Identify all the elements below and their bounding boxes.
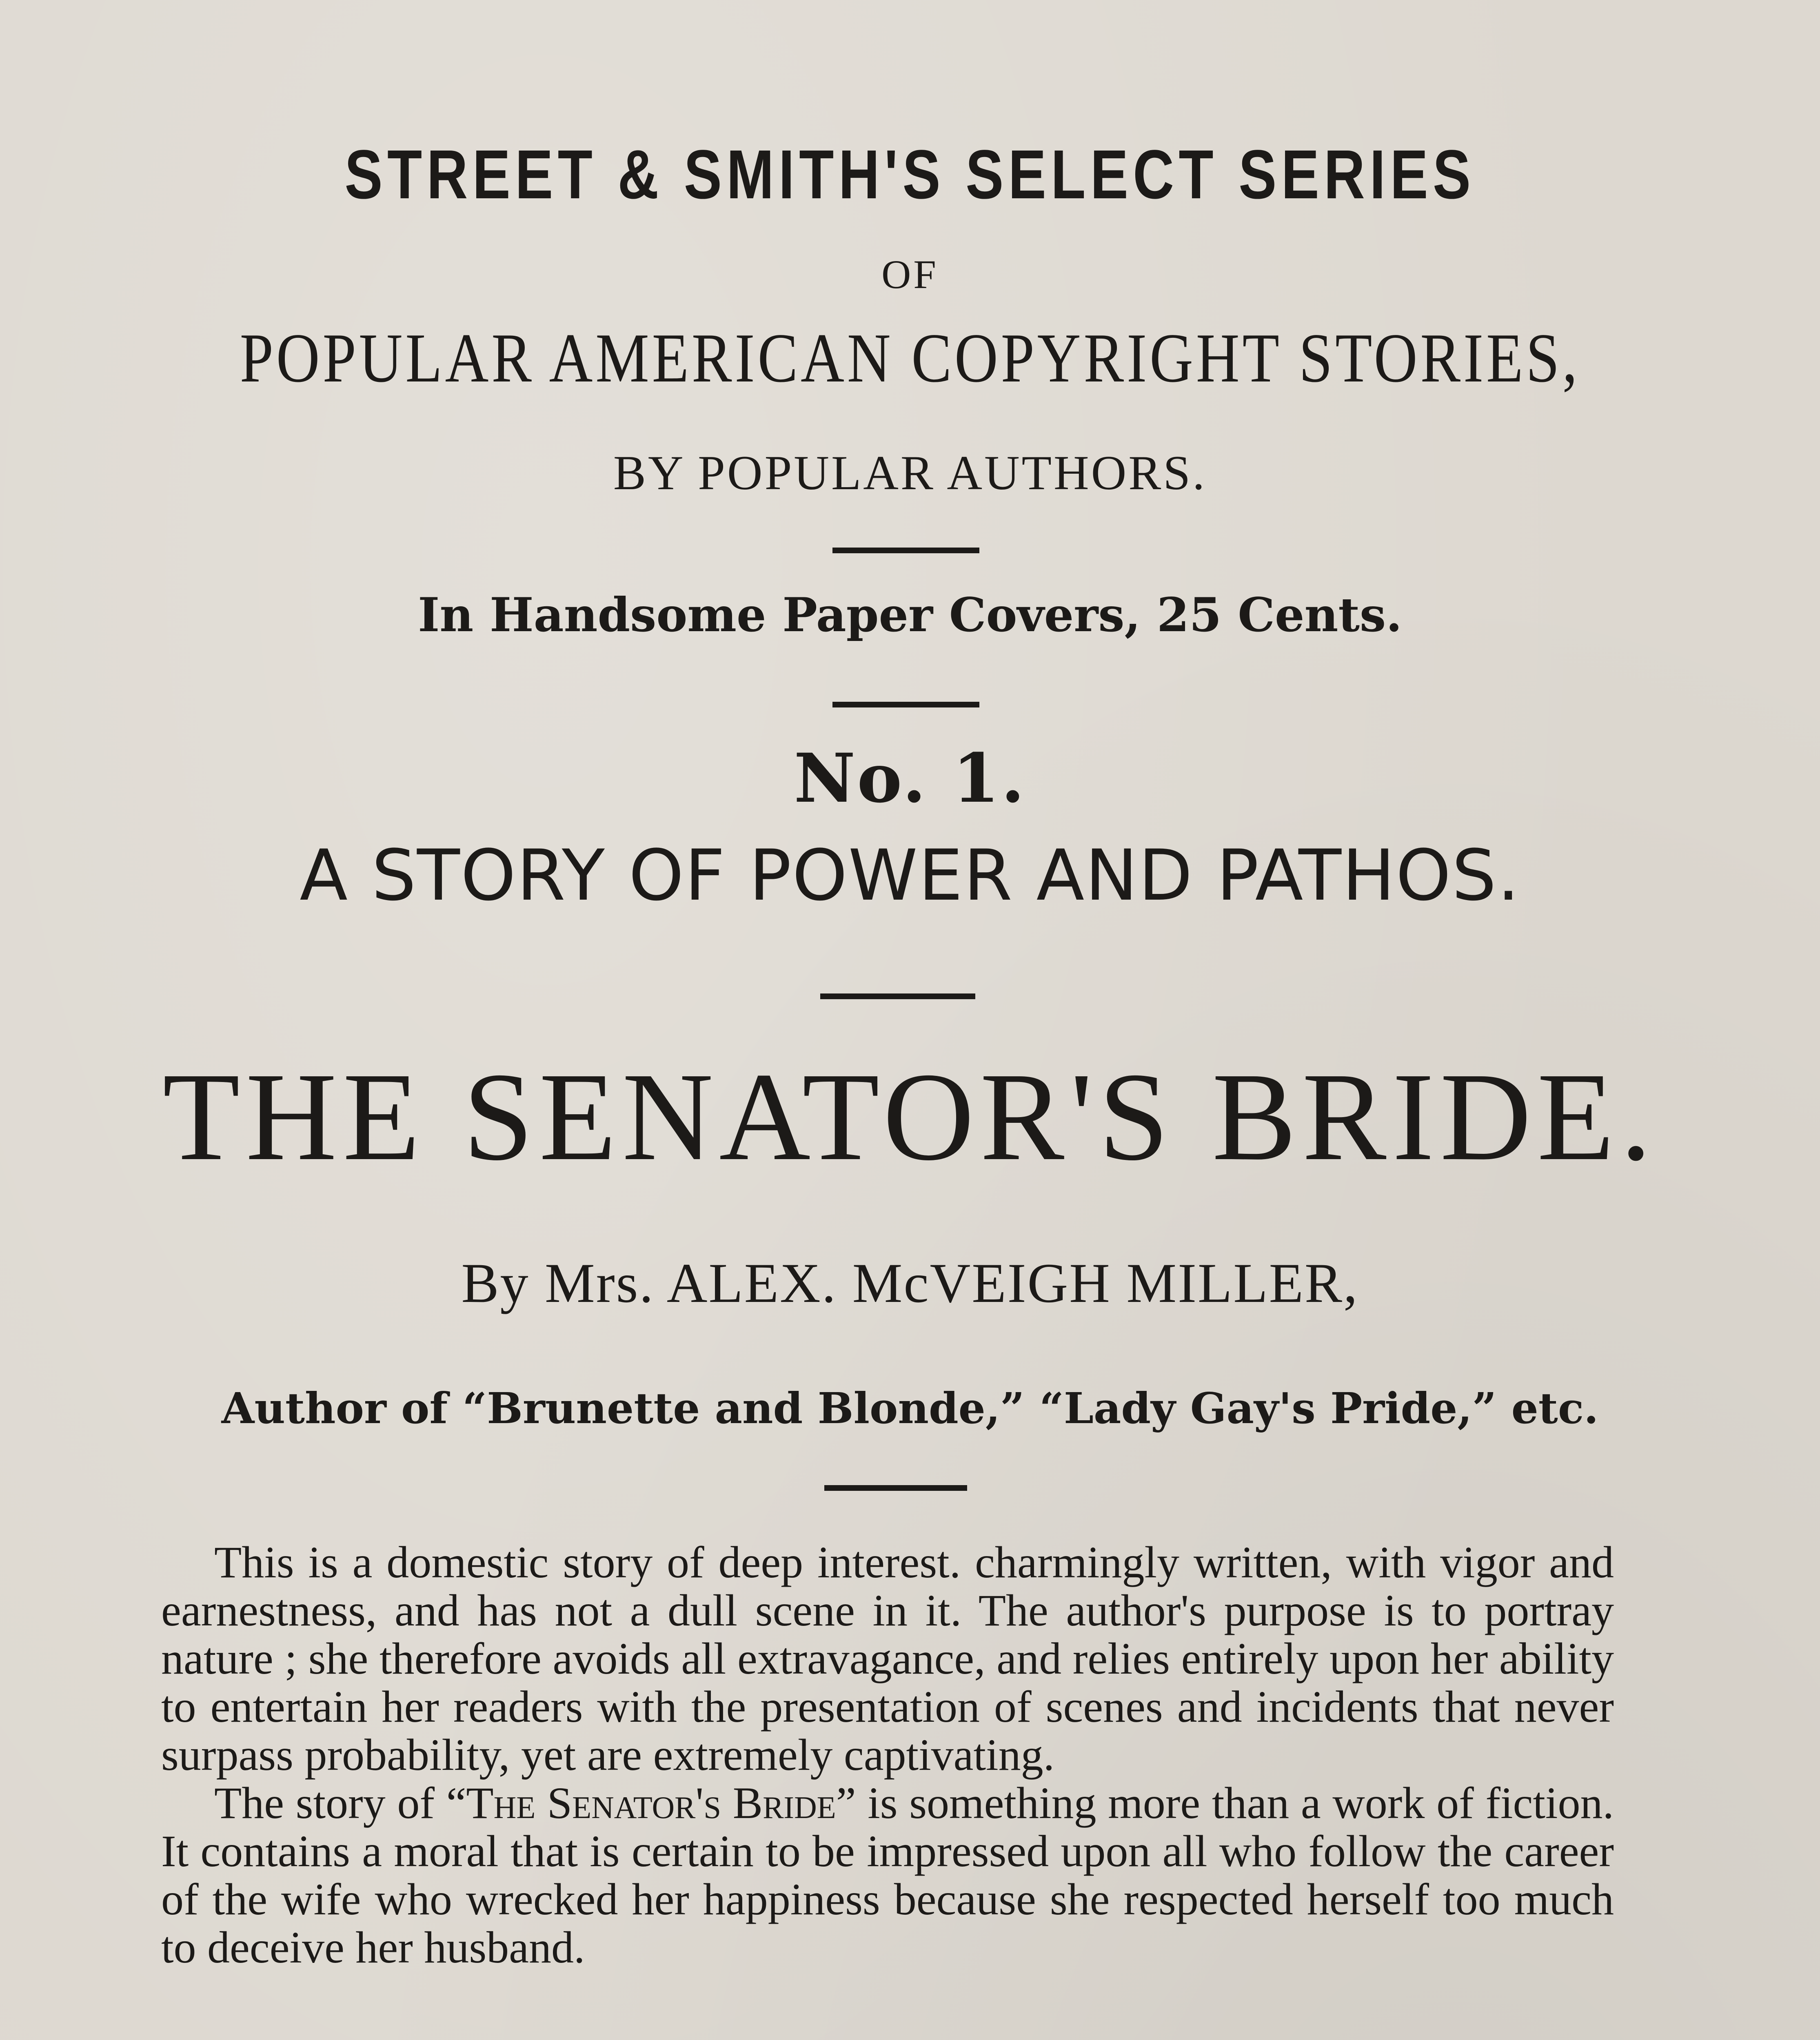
- popular-authors-line: BY POPULAR AUTHORS.: [613, 446, 1207, 500]
- covers-price-line: In Handsome Paper Covers, 25 Cents.: [418, 588, 1402, 642]
- divider-rule: [832, 702, 979, 707]
- divider-rule: [824, 1485, 967, 1491]
- divider-rule: [832, 548, 979, 553]
- text-span: ” is something more than a work of fiction. It contains a moral that is certain to be impressed upon all who follow the career of the wife who wrecked her happiness because she respected herself too much to deceive her husband.: [161, 1778, 1614, 1972]
- popular-stories-heading: POPULAR AMERICAN COPYRIGHT STORIES,: [240, 319, 1580, 397]
- description-paragraph: [161, 1779, 1614, 1971]
- of-line: OF: [881, 252, 939, 297]
- author-other-works: Author of “Brunette and Blonde,” “Lady Gay's Pride,” etc.: [221, 1383, 1599, 1433]
- divider-rule: [820, 993, 975, 999]
- book-description: [161, 1538, 1614, 1971]
- title-reference: The Senator's Bride: [466, 1778, 836, 1828]
- book-title: THE SENATOR'S BRIDE.: [162, 1047, 1658, 1187]
- text-span: The story of “: [214, 1778, 466, 1828]
- series-number: No. 1.: [794, 738, 1026, 818]
- series-heading: STREET & SMITH'S SELECT SERIES: [344, 136, 1476, 213]
- story-tagline: A STORY OF POWER AND PATHOS.: [300, 834, 1520, 916]
- author-byline: By Mrs. ALEX. McVEIGH MILLER,: [461, 1252, 1359, 1314]
- description-paragraph: This is a domestic story of deep interest. charmingly written, with vigor and earnestness, and has not a dull scene in it. The author's purpose is to portray nature ; she therefore avoids all extravagance, and relies entirely upon her ability to entertain her readers with the presentation of scenes and incidents that never surpass probability, yet are extremely captivating.: [161, 1537, 1614, 1780]
